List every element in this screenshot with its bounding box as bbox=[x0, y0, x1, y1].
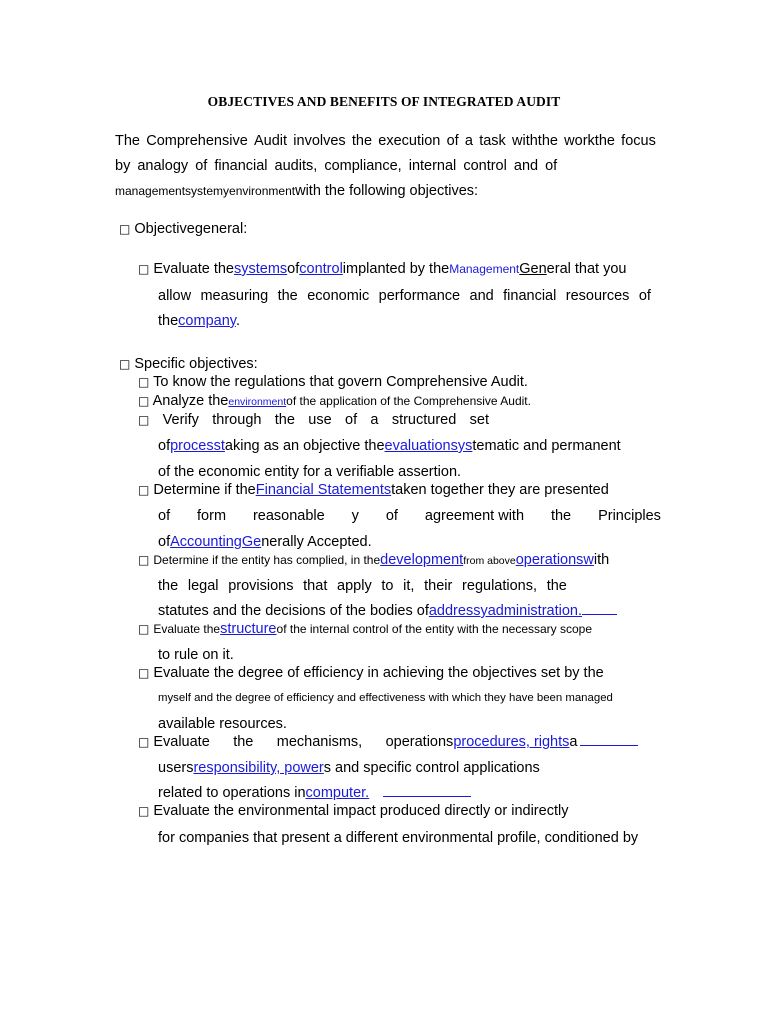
word: their bbox=[424, 578, 453, 594]
specific-item-4-line-2 bbox=[158, 507, 661, 525]
intro-terms: managementsystemyenvironment bbox=[115, 184, 296, 198]
bullet-icon: □ bbox=[138, 666, 150, 680]
word: involves bbox=[293, 133, 346, 149]
specific-item-5 bbox=[138, 551, 609, 570]
word: performance bbox=[378, 288, 461, 304]
word: a bbox=[464, 133, 473, 149]
word: measuring bbox=[200, 288, 269, 304]
bullet-icon: □ bbox=[138, 413, 150, 427]
link-structure[interactable]: structure bbox=[220, 621, 277, 637]
word: form bbox=[197, 508, 227, 524]
link-development[interactable]: development bbox=[380, 552, 464, 568]
text: users bbox=[158, 760, 194, 776]
word: the bbox=[277, 288, 298, 304]
text: Analyze the bbox=[152, 393, 229, 409]
text: the bbox=[158, 313, 179, 329]
link-general[interactable]: Gen bbox=[519, 261, 547, 277]
word: it, bbox=[403, 578, 415, 594]
specific-item-5-line-3 bbox=[158, 602, 617, 620]
specific-item-8-line-2 bbox=[158, 759, 540, 777]
text: eral that you bbox=[546, 261, 627, 277]
bullet-icon: □ bbox=[138, 483, 150, 497]
specific-heading bbox=[119, 355, 258, 373]
specific-item-4 bbox=[138, 481, 609, 499]
word: of bbox=[195, 158, 208, 174]
word: Verify bbox=[162, 412, 199, 428]
link-environment[interactable]: environment bbox=[228, 396, 287, 408]
word: Audit bbox=[254, 133, 288, 149]
text: . bbox=[235, 313, 240, 329]
link-operations[interactable]: operationsw bbox=[515, 552, 594, 568]
word: set bbox=[469, 412, 489, 428]
word: the bbox=[158, 578, 179, 594]
specific-item-3 bbox=[138, 411, 489, 429]
word: of bbox=[158, 508, 171, 524]
word: the bbox=[546, 578, 567, 594]
word: the bbox=[351, 133, 373, 149]
specific-item-3-line-2 bbox=[158, 437, 621, 455]
general-item-line-2 bbox=[158, 287, 651, 305]
word: and bbox=[513, 158, 539, 174]
word: Comprehensive bbox=[146, 133, 248, 149]
word: structured bbox=[391, 412, 457, 428]
word: that bbox=[303, 578, 328, 594]
text: statutes and the decisions of the bodies of bbox=[158, 603, 429, 619]
blank-line bbox=[580, 744, 638, 746]
general-heading bbox=[119, 220, 247, 238]
word: of bbox=[385, 508, 398, 524]
text: Determine if the entity has complied, in the bbox=[153, 553, 381, 567]
text: implanted by the bbox=[342, 261, 450, 277]
word: the bbox=[233, 734, 254, 750]
text: ith bbox=[593, 552, 610, 568]
word: and bbox=[469, 288, 494, 304]
text: Evaluate the bbox=[153, 261, 234, 277]
word: by bbox=[115, 158, 131, 174]
bullet-icon: □ bbox=[138, 375, 150, 389]
word: audits, bbox=[274, 158, 318, 174]
link-accounting[interactable]: AccountingGe bbox=[170, 534, 262, 550]
specific-item-8 bbox=[138, 733, 651, 751]
specific-item-8-line-3 bbox=[158, 784, 471, 802]
word: economic bbox=[307, 288, 370, 304]
word: control bbox=[463, 158, 507, 174]
specific-item-7 bbox=[138, 664, 604, 682]
word: workthe bbox=[564, 133, 615, 149]
link-process[interactable]: processt bbox=[170, 438, 225, 454]
text: taken together they are presented bbox=[391, 482, 609, 498]
general-heading-text: Objectivegeneral: bbox=[134, 221, 248, 237]
word: internal bbox=[408, 158, 457, 174]
text: To know the regulations that govern Comprehensive Audit. bbox=[153, 374, 528, 390]
link-company[interactable]: company bbox=[178, 313, 236, 329]
link-computer[interactable]: computer. bbox=[305, 785, 370, 801]
word: of bbox=[345, 412, 358, 428]
link-evaluation[interactable]: evaluationsys bbox=[384, 438, 473, 454]
text: aking as an objective the bbox=[224, 438, 385, 454]
blank-line bbox=[383, 795, 471, 797]
word: reasonable bbox=[252, 508, 325, 524]
word: compliance, bbox=[324, 158, 402, 174]
link-management[interactable]: Management bbox=[449, 262, 520, 276]
word: execution bbox=[378, 133, 441, 149]
specific-item-4-line-3 bbox=[158, 533, 372, 551]
specific-item-6 bbox=[138, 620, 592, 638]
text: from above bbox=[463, 555, 516, 567]
word: apply bbox=[337, 578, 372, 594]
word: financial bbox=[503, 288, 557, 304]
bullet-icon: □ bbox=[138, 622, 150, 636]
text: tematic and permanent bbox=[472, 438, 621, 454]
word: Principles bbox=[598, 508, 661, 524]
text: of the internal control of the entity with the necessary scope bbox=[276, 622, 593, 636]
word: analogy bbox=[137, 158, 189, 174]
text: of bbox=[158, 534, 171, 550]
text: Evaluate the environmental impact produced directly or indirectly bbox=[153, 803, 569, 819]
bullet-icon: □ bbox=[119, 357, 131, 371]
link-control[interactable]: control bbox=[299, 261, 343, 277]
word: task bbox=[479, 133, 506, 149]
text: related to operations in bbox=[158, 785, 306, 801]
link-systems[interactable]: systems bbox=[234, 261, 288, 277]
word: regulations, bbox=[462, 578, 538, 594]
word: resources bbox=[565, 288, 630, 304]
word: the bbox=[274, 412, 295, 428]
link-address-administration[interactable]: addressyadministration. bbox=[428, 603, 582, 619]
word: financial bbox=[214, 158, 268, 174]
word: a bbox=[370, 412, 379, 428]
intro-line-1 bbox=[115, 132, 656, 150]
word: The bbox=[115, 133, 140, 149]
specific-item-9 bbox=[138, 802, 568, 820]
text: Evaluate the degree of efficiency in achieving the objectives set by the bbox=[153, 665, 604, 681]
specific-item-5-line-2 bbox=[158, 577, 567, 595]
word: of bbox=[545, 158, 558, 174]
bullet-icon: □ bbox=[138, 262, 150, 276]
specific-item-7-line-3: available resources. bbox=[158, 716, 287, 732]
text: of bbox=[158, 438, 171, 454]
word: focus bbox=[621, 133, 656, 149]
bullet-icon: □ bbox=[119, 222, 131, 236]
link-responsibility-power[interactable]: responsibility, power bbox=[193, 760, 324, 776]
specific-item-1 bbox=[138, 373, 528, 391]
word: Evaluate bbox=[153, 734, 210, 750]
intro-tail: with the following objectives: bbox=[295, 183, 479, 199]
word: agreement with bbox=[424, 508, 525, 524]
word: allow bbox=[158, 288, 192, 304]
word: of bbox=[446, 133, 459, 149]
text: s and specific control applications bbox=[323, 760, 540, 776]
word: legal bbox=[187, 578, 219, 594]
specific-item-9-line-2: for companies that present a different environmental profile, conditioned by bbox=[158, 830, 639, 846]
specific-item-6-line-2: to rule on it. bbox=[158, 647, 234, 663]
text: Determine if the bbox=[153, 482, 256, 498]
specific-item-3-line-3: of the economic entity for a verifiable assertion. bbox=[158, 464, 462, 480]
word: withthe bbox=[512, 133, 558, 149]
intro-line-3 bbox=[115, 182, 478, 200]
bullet-icon: □ bbox=[138, 735, 150, 749]
general-item-line-3 bbox=[158, 312, 240, 330]
document-title: OBJECTIVES AND BENEFITS OF INTEGRATED AUDIT bbox=[207, 94, 561, 109]
bullet-icon: □ bbox=[138, 804, 150, 818]
word: operations bbox=[385, 734, 454, 750]
word: of bbox=[638, 288, 651, 304]
general-item-line-1 bbox=[138, 260, 626, 278]
word: mechanisms, bbox=[276, 734, 363, 750]
text: of bbox=[287, 261, 300, 277]
specific-heading-text: Specific objectives: bbox=[134, 356, 258, 372]
link-procedures-rights[interactable]: procedures, rights bbox=[453, 734, 570, 750]
bullet-icon: □ bbox=[138, 553, 150, 567]
text: a bbox=[569, 734, 578, 750]
intro-line-2 bbox=[115, 157, 557, 175]
text: of the application of the Comprehensive Audit. bbox=[286, 394, 531, 408]
word: through bbox=[212, 412, 262, 428]
word: use bbox=[308, 412, 332, 428]
word: to bbox=[381, 578, 394, 594]
specific-item-2 bbox=[138, 392, 531, 411]
text: nerally Accepted. bbox=[261, 534, 372, 550]
word: the bbox=[550, 508, 572, 524]
word: y bbox=[351, 508, 359, 524]
bullet-icon: □ bbox=[138, 394, 150, 408]
text: Evaluate the bbox=[153, 622, 221, 636]
word: provisions bbox=[228, 578, 294, 594]
link-financial-statements[interactable]: Financial Statements bbox=[255, 482, 392, 498]
blank-line bbox=[582, 613, 617, 615]
specific-item-7-line-2: myself and the degree of efficiency and effectiveness with which they have been managed bbox=[158, 692, 613, 704]
